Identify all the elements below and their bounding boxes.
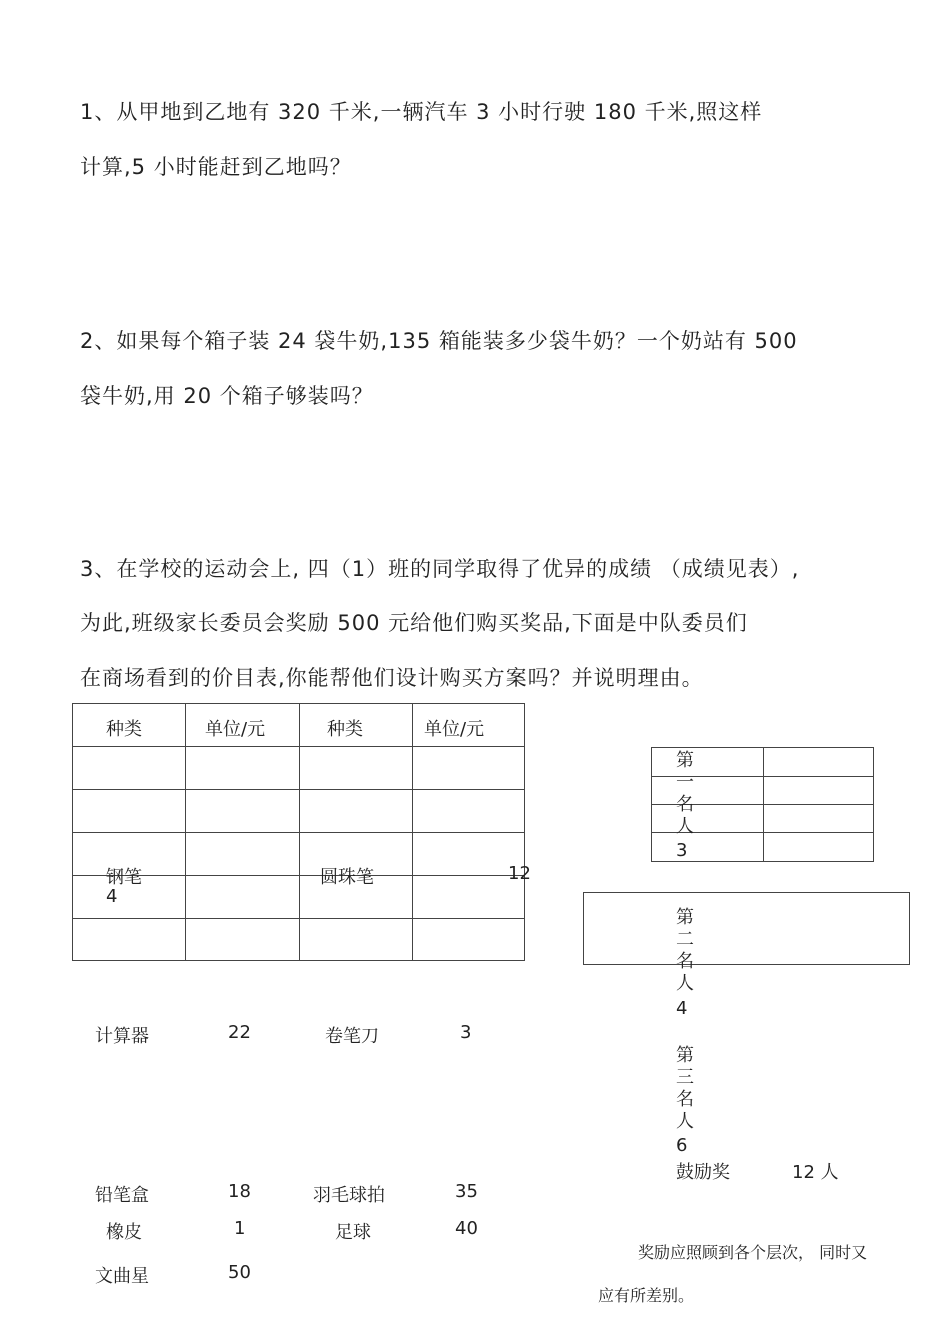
award-first-count: 3 [676,840,688,861]
item-name: 圆珠笔 [320,867,374,888]
question-3-line-1: 3、在学校的运动会上, 四（1）班的同学取得了优异的成绩 （成绩见表）, [80,557,800,581]
item-name: 铅笔盒 [95,1185,149,1206]
note-line-2: 应有所差别。 [598,1286,695,1305]
question-1-line-1: 1、从甲地到乙地有 320 千米,一辆汽车 3 小时行驶 180 千米,照这样 [80,100,763,124]
item-price: 35 [455,1181,478,1202]
item-price: 18 [228,1181,251,1202]
item-price: 12 [508,863,531,884]
award-encourage-label: 鼓励奖 [676,1162,730,1183]
item-name: 羽毛球拍 [313,1185,385,1206]
award-second-label: 第二名人 [676,907,694,994]
item-price: 3 [460,1022,472,1043]
item-price: 4 [106,886,118,907]
question-3-line-2: 为此,班级家长委员会奖励 500 元给他们购买奖品,下面是中队委员们 [80,611,748,635]
item-price: 22 [228,1022,251,1043]
awards-box [583,892,910,965]
question-1-line-2: 计算,5 小时能赶到乙地吗？ [80,155,352,179]
question-3-line-3: 在商场看到的价目表,你能帮他们设计购买方案吗？并说明理由。 [80,666,704,690]
award-third-label: 第三名人 [676,1045,694,1132]
question-2-line-1: 2、如果每个箱子装 24 袋牛奶,135 箱能装多少袋牛奶？一个奶站有 500 [80,329,798,353]
award-encourage-count: 12 人 [792,1162,839,1183]
item-price: 50 [228,1262,251,1283]
table-header-unit-1: 单位/元 [205,719,266,740]
price-table-grid [72,703,525,961]
table-header-unit-2: 单位/元 [424,719,485,740]
award-third-count: 6 [676,1135,688,1156]
item-name: 卷笔刀 [325,1026,379,1047]
table-header-kind-1: 种类 [106,719,142,740]
item-name: 橡皮 [106,1222,142,1243]
item-price: 1 [234,1218,246,1239]
question-2-line-2: 袋牛奶,用 20 个箱子够装吗？ [80,384,374,408]
note-line-1: 奖励应照顾到各个层次， 同时又 [638,1243,868,1262]
item-name: 足球 [335,1222,371,1243]
item-price: 40 [455,1218,478,1239]
award-second-count: 4 [676,998,688,1019]
item-name: 钢笔 [106,867,142,888]
item-name: 文曲星 [95,1266,149,1287]
table-header-kind-2: 种类 [327,719,363,740]
award-first-label: 第一名人 [676,750,694,837]
item-name: 计算器 [95,1026,149,1047]
